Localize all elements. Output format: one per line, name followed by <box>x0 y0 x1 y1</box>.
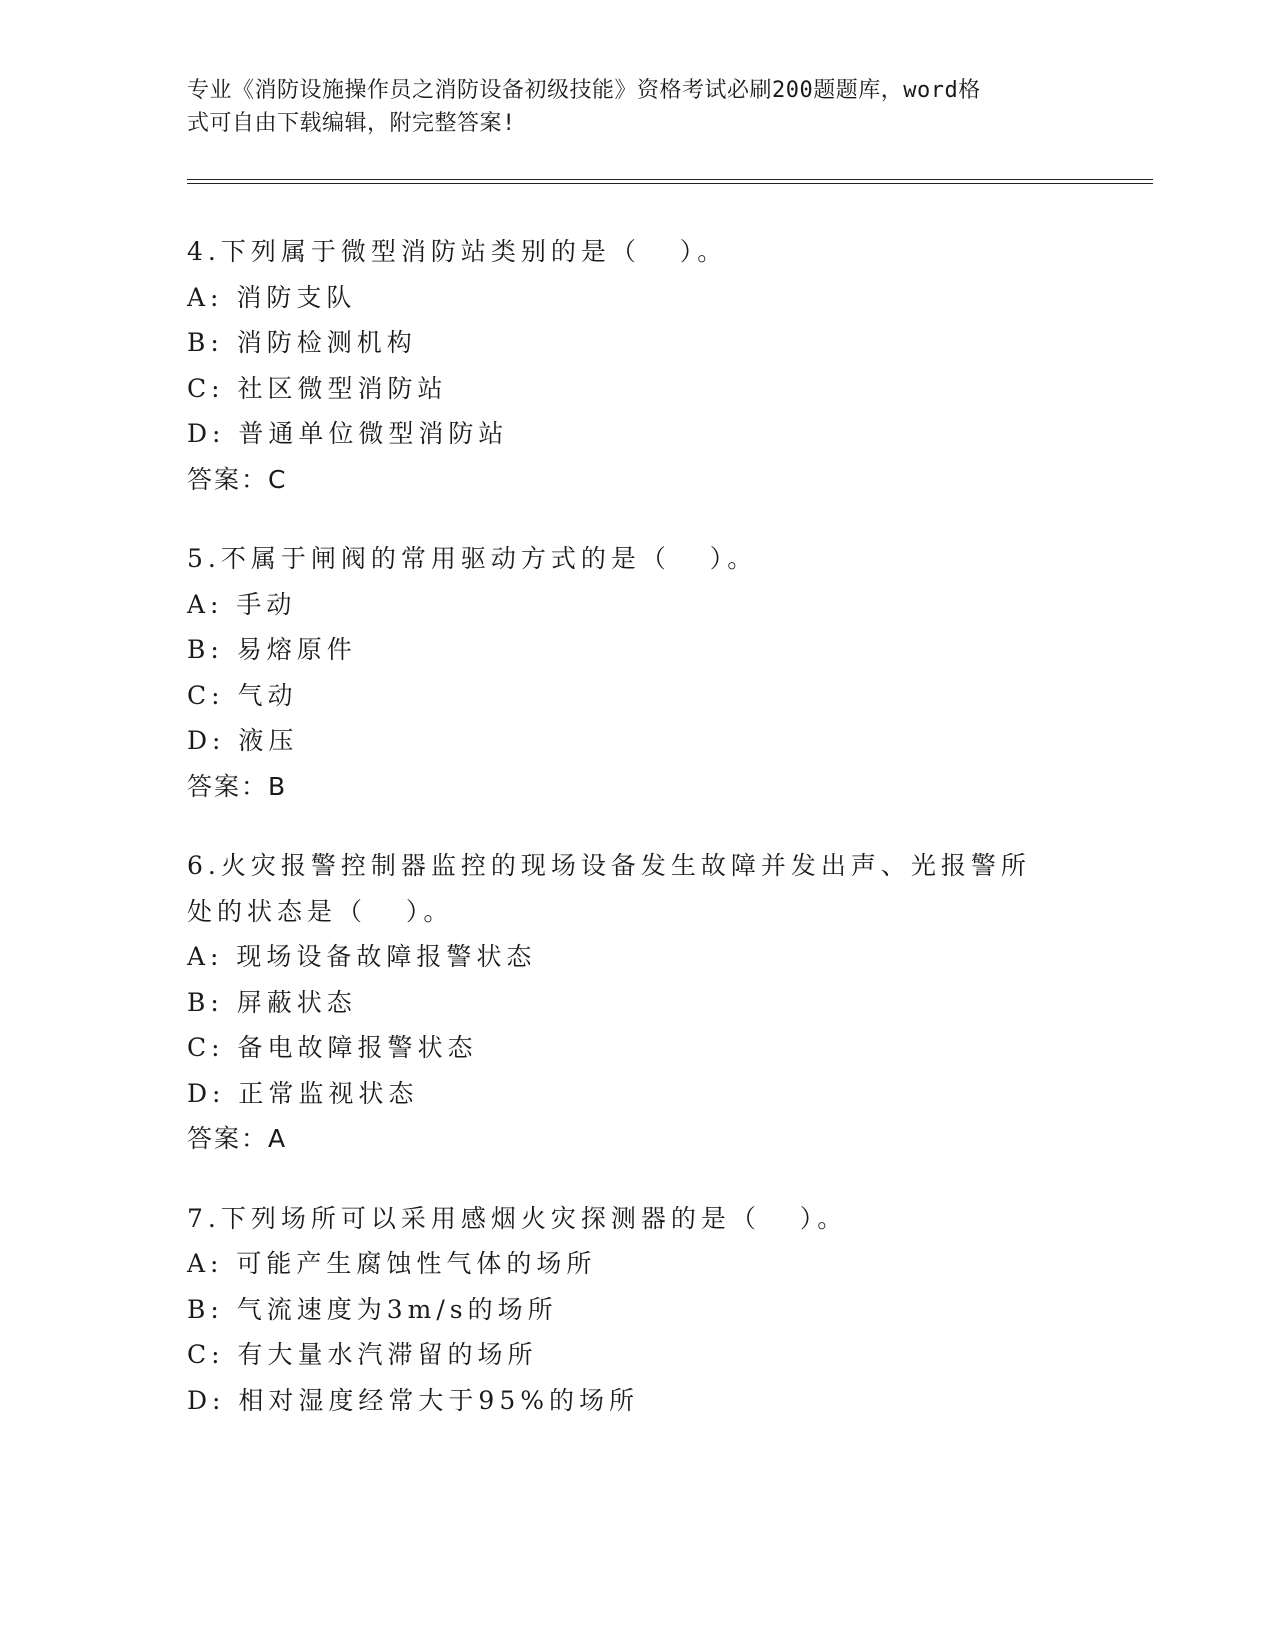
option-c: C: 社区微型消防站 <box>187 373 448 403</box>
question-list <box>187 229 1087 1457</box>
question-7 <box>187 1196 1087 1424</box>
answer: 答案：C <box>187 464 288 494</box>
answer: 答案：A <box>187 1124 288 1153</box>
question-4 <box>187 229 1087 502</box>
answer: 答案：B <box>187 771 288 801</box>
option-b: B: 易熔原件 <box>187 635 357 664</box>
question-stem: 6.火灾报警控制器监控的现场设备发生故障并发出声、光报警所处的状态是（ ）。 <box>187 851 1031 926</box>
question-6 <box>187 843 1087 1162</box>
option-d: D: 普通单位微型消防站 <box>187 419 509 448</box>
option-a: A: 手动 <box>187 589 297 619</box>
option-c: C: 备电故障报警状态 <box>187 1033 478 1062</box>
question-stem: 5.不属于闸阀的常用驱动方式的是（ ）。 <box>187 544 758 573</box>
option-a: A: 可能产生腐蚀性气体的场所 <box>187 1249 597 1278</box>
option-b: B: 屏蔽状态 <box>187 987 357 1017</box>
option-d: D: 正常监视状态 <box>187 1078 419 1108</box>
option-d: D: 液压 <box>187 726 299 755</box>
option-a: A: 消防支队 <box>187 282 357 312</box>
question-stem: 4.下列属于微型消防站类别的是（ ）。 <box>187 237 728 266</box>
option-c: C: 有大量水汽滞留的场所 <box>187 1340 538 1369</box>
option-a: A: 现场设备故障报警状态 <box>187 942 537 971</box>
header-divider-top <box>187 179 1153 180</box>
header-line-1: 专业《消防设施操作员之消防设备初级技能》资格考试必刷200题题库，word格 <box>187 78 981 103</box>
document-header <box>187 74 1087 140</box>
header-divider-bottom <box>187 183 1153 184</box>
option-c: C: 气动 <box>187 680 298 710</box>
header-line-2: 式可自由下载编辑，附完整答案! <box>187 111 516 136</box>
question-5 <box>187 536 1087 809</box>
option-b: B: 气流速度为3m/s的场所 <box>187 1294 558 1324</box>
option-b: B: 消防检测机构 <box>187 328 417 357</box>
question-stem: 7.下列场所可以采用感烟火灾探测器的是（ ）。 <box>187 1203 848 1233</box>
option-d: D: 相对湿度经常大于95%的场所 <box>187 1385 639 1415</box>
